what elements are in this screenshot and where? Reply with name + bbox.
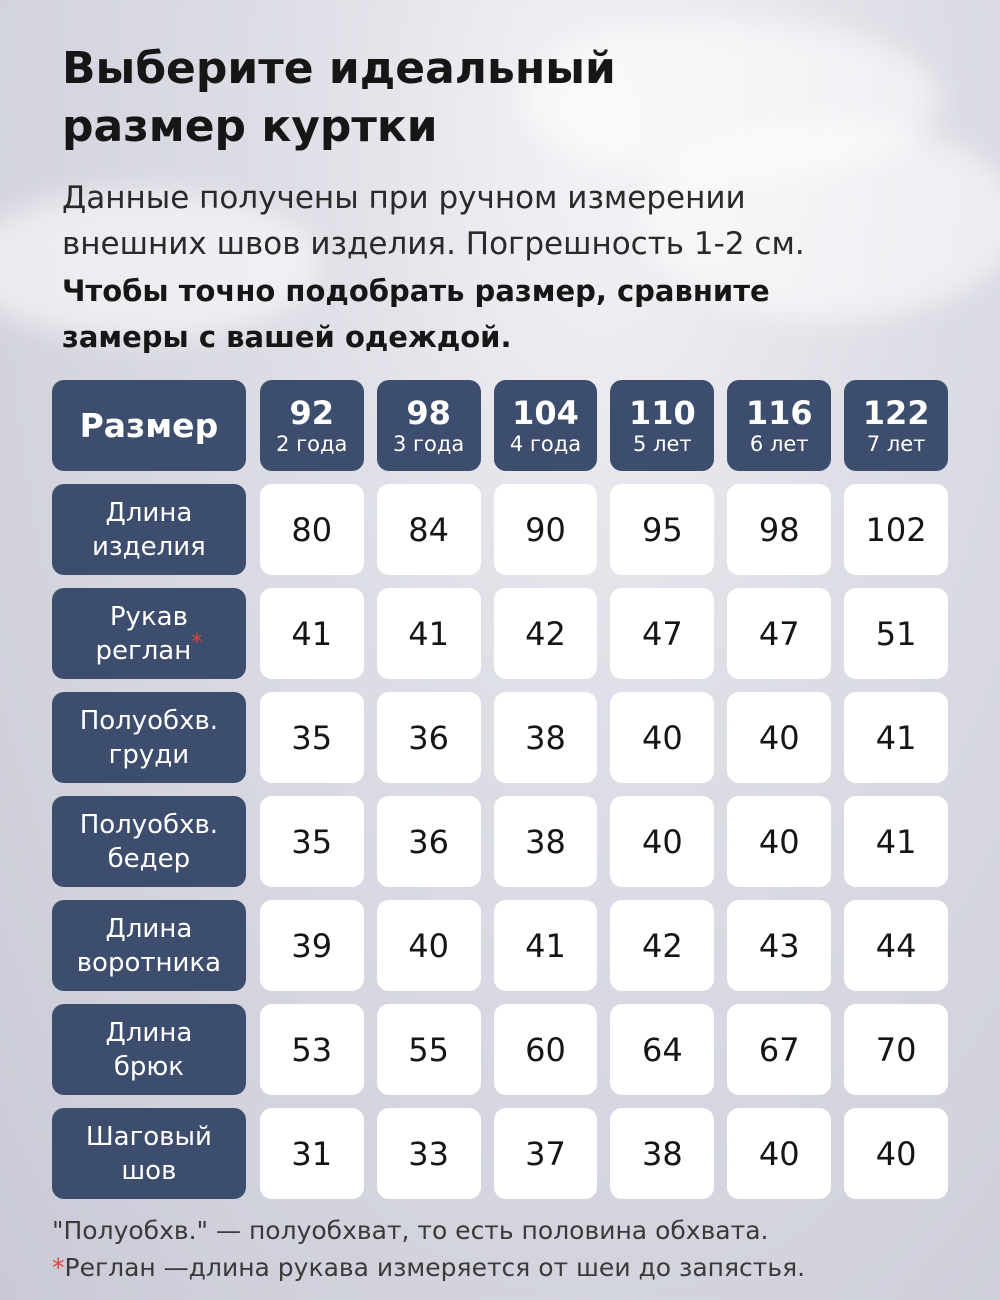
- measurement-label-line-2: [121, 1154, 176, 1188]
- measurement-value: 80: [260, 484, 364, 575]
- measurement-value: 67: [727, 1004, 831, 1095]
- measurement-value: 41: [377, 588, 481, 679]
- size-header-cell: [494, 380, 598, 471]
- measurement-value: 41: [260, 588, 364, 679]
- size-header-cell: [844, 380, 948, 471]
- size-age: 6 лет: [749, 431, 809, 456]
- measurement-value: 40: [610, 692, 714, 783]
- measurement-value: 40: [377, 900, 481, 991]
- size-header-cell: [610, 380, 714, 471]
- measurement-value: 42: [610, 900, 714, 991]
- size-header-cell: [727, 380, 831, 471]
- measurement-label-line-2: [108, 842, 191, 876]
- measurement-label: [52, 588, 246, 679]
- footnote-half-girth: "Полуобхв." — полуобхват, то есть половина обхвата.: [52, 1216, 769, 1245]
- measurement-value: 41: [844, 692, 948, 783]
- measurement-value: 40: [727, 1108, 831, 1199]
- measurement-value: 36: [377, 796, 481, 887]
- measurement-row: [52, 1108, 948, 1199]
- title-line-2: размер куртки: [62, 101, 438, 152]
- measurement-value: 43: [727, 900, 831, 991]
- footnotes: [52, 1212, 952, 1286]
- subtitle-line-2: внешних швов изделия. Погрешность 1-2 см.: [62, 226, 805, 262]
- measurement-value: 47: [610, 588, 714, 679]
- measurement-value: 31: [260, 1108, 364, 1199]
- measurement-label-text: реглан: [95, 635, 192, 666]
- measurement-label: [52, 484, 246, 575]
- size-number: 116: [745, 393, 813, 432]
- size-age: 4 года: [509, 431, 582, 456]
- measurement-value: 35: [260, 796, 364, 887]
- title-line-1: Выберите идеальный: [62, 43, 616, 94]
- measurement-label-line-1: Шаговый: [85, 1121, 212, 1152]
- measurement-label-line-2: [95, 629, 203, 668]
- comparison-advice: [62, 268, 962, 360]
- footnote-raglan-text: Реглан —длина рукава измеряется от шеи до запястья.: [64, 1253, 806, 1282]
- measurement-value: 70: [844, 1004, 948, 1095]
- size-age: 2 года: [276, 431, 348, 456]
- emphasis-line-1: Чтобы точно подобрать размер, сравните: [62, 274, 770, 308]
- measurement-value: 47: [727, 588, 831, 679]
- measurement-row: [52, 796, 948, 887]
- measurement-label-line-1: Длина: [105, 497, 193, 528]
- asterisk-mark: *: [191, 629, 203, 655]
- measurement-label-line-2: [114, 1050, 184, 1084]
- subtitle-line-1: Данные получены при ручном измерении: [62, 180, 746, 216]
- measurement-label-text: воротника: [76, 947, 222, 978]
- size-table: [52, 380, 948, 1212]
- measurement-value: 42: [494, 588, 598, 679]
- footnote-raglan: [52, 1249, 952, 1286]
- measurement-label-line-1: Полуобхв.: [79, 809, 219, 840]
- size-number: 104: [512, 393, 579, 432]
- measurement-value: 51: [844, 588, 948, 679]
- measurement-value: 60: [494, 1004, 598, 1095]
- measurement-value: 40: [727, 692, 831, 783]
- measurement-value: 38: [494, 796, 598, 887]
- measurement-label-text: бедер: [107, 843, 191, 874]
- measurement-label: [52, 900, 246, 991]
- measurement-value: 38: [610, 1108, 714, 1199]
- measurement-value: 33: [377, 1108, 481, 1199]
- measurement-value: 55: [377, 1004, 481, 1095]
- measurement-label-line-2: [92, 530, 206, 564]
- size-age: 7 лет: [866, 431, 926, 456]
- measurement-value: 35: [260, 692, 364, 783]
- size-number: 122: [862, 393, 930, 432]
- size-header-cell: [377, 380, 481, 471]
- emphasis-line-2: замеры с вашей одеждой.: [62, 320, 512, 354]
- size-age: 3 года: [392, 431, 465, 456]
- measurement-row: [52, 588, 948, 679]
- measurement-value: 39: [260, 900, 364, 991]
- measurement-row: [52, 692, 948, 783]
- measurement-row: [52, 900, 948, 991]
- size-number: 98: [406, 393, 451, 432]
- measurement-label: [52, 1004, 246, 1095]
- measurement-value: 44: [844, 900, 948, 991]
- measurement-value: 64: [610, 1004, 714, 1095]
- measurement-label-text: шов: [121, 1155, 177, 1186]
- measurement-label-text: брюк: [113, 1051, 184, 1082]
- measurement-label: [52, 1108, 246, 1199]
- measurement-label: [52, 796, 246, 887]
- measurement-value: 90: [494, 484, 598, 575]
- measurement-value: 38: [494, 692, 598, 783]
- page-title: [62, 40, 942, 156]
- measurement-value: 102: [844, 484, 948, 575]
- measurement-label: [52, 692, 246, 783]
- measurement-row: [52, 1004, 948, 1095]
- measurement-value: 36: [377, 692, 481, 783]
- corner-label: Размер: [52, 380, 246, 471]
- measurement-value: 40: [727, 796, 831, 887]
- size-number: 110: [628, 393, 696, 432]
- measurement-value: 53: [260, 1004, 364, 1095]
- size-header-cell: [260, 380, 364, 471]
- measurement-row: [52, 484, 948, 575]
- measurement-label-line-1: Длина: [105, 913, 193, 944]
- measurement-value: 40: [844, 1108, 948, 1199]
- measurement-value: 41: [844, 796, 948, 887]
- size-age: 5 лет: [633, 431, 692, 456]
- measurement-value: 98: [727, 484, 831, 575]
- measurement-label-line-1: Длина: [105, 1017, 193, 1048]
- size-number: 92: [289, 393, 334, 432]
- measurement-value: 41: [494, 900, 598, 991]
- footnote-asterisk: *: [52, 1253, 65, 1282]
- measurement-description: [62, 175, 962, 267]
- measurement-label-line-2: [77, 946, 221, 980]
- measurement-label-line-1: Полуобхв.: [79, 705, 219, 736]
- measurement-value: 84: [377, 484, 481, 575]
- measurement-label-line-1: Рукав: [109, 601, 188, 632]
- measurement-value: 95: [610, 484, 714, 575]
- measurement-label-line-2: [109, 738, 189, 772]
- measurement-label-text: груди: [108, 739, 190, 770]
- measurement-label-text: изделия: [91, 531, 206, 562]
- measurement-value: 40: [610, 796, 714, 887]
- measurement-value: 37: [494, 1108, 598, 1199]
- size-header-row: [52, 380, 948, 471]
